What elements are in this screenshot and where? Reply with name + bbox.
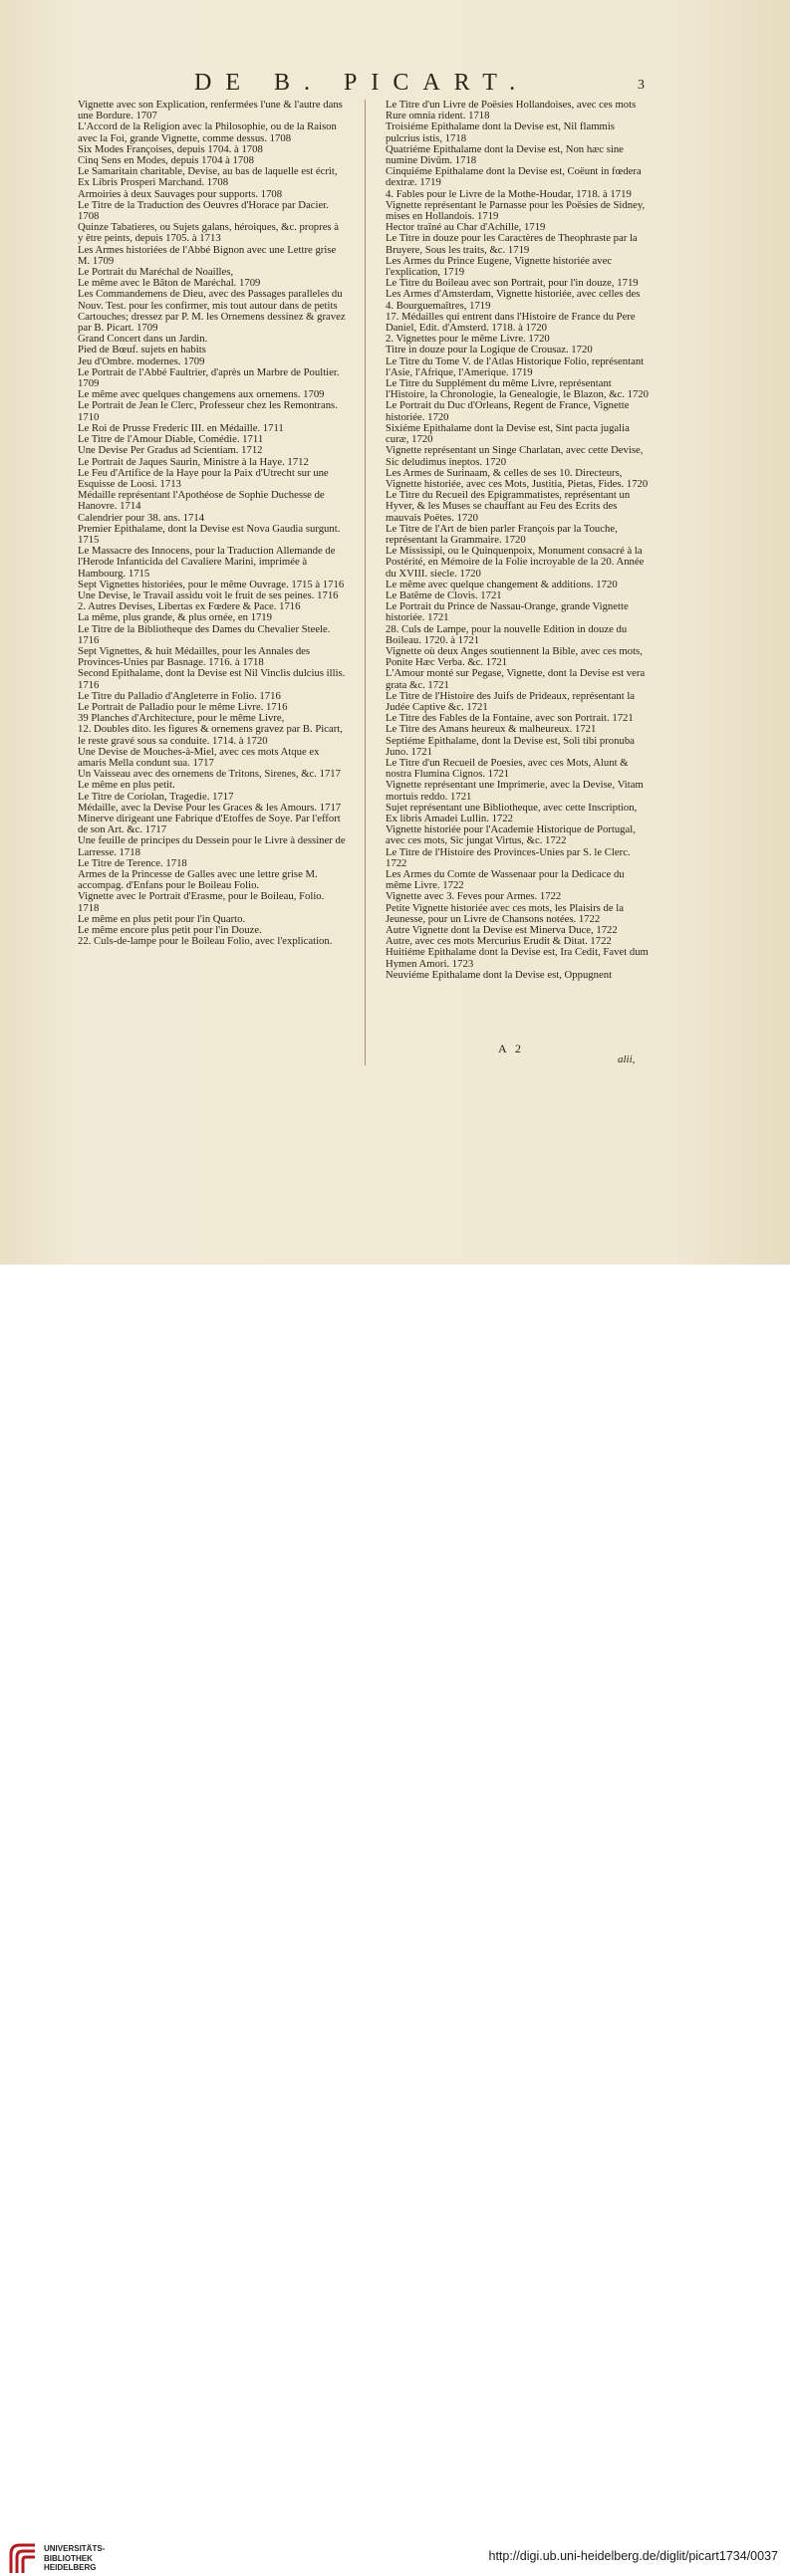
catalog-entry: Second Epithalame, dont la Devise est Nil Vinclis dulcius illis. 1716 — [78, 667, 346, 691]
catalog-entry: Huitiéme Epithalame dont la Devise est, Ira Cedit, Favet dum Hymen Amori. 1723 — [386, 946, 649, 970]
catalog-entry: Calendrier pour 38. ans. 1714 — [78, 511, 205, 524]
catalog-entry: Sept Vignettes, & huit Médailles, pour les Annales des Provinces-Unies par Basnage. 1716. à 1718 — [78, 644, 311, 669]
catalog-entry: Le Titre du Tome V. de l'Atlas Historique Folio, représentant l'Asie, l'Afrique, l'Amerique. 1719 — [386, 354, 645, 378]
catalog-entry: Le Mississipi, ou le Quinquenpoix, Monument consacré à la Postérité, en Mémoire de la Folie incroyable de la 20. Année du XVIII. siecle. 1720 — [386, 545, 645, 580]
catalog-entry: 2. Autres Devises, Libertas ex Fœdere & Pace. 1716 — [78, 600, 301, 613]
catalog-entry: Le Portrait du Maréchal de Noailles, — [78, 266, 234, 279]
catalog-entry: Les Armes du Comte de Wassenaar pour la Dedicace du même Livre. 1722 — [386, 868, 625, 892]
catalog-entry: Le Titre d'un Recueil de Poesies, avec ces Mots, Alunt & nostra Flumina Cignos. 1721 — [386, 756, 629, 781]
running-title: DE B. PICART. — [194, 70, 530, 96]
catalog-entry: Grand Concert dans un Jardin. — [78, 333, 208, 346]
catalog-entry: Troisiéme Epithalame dont la Devise est, Nil flammis pulcrius istis, 1718 — [386, 120, 615, 144]
catalog-entry: Titre in douze pour la Logique de Crousaz. 1720 — [386, 344, 593, 356]
library-name-line: UNIVERSITÄTS- — [44, 2544, 106, 2553]
catalog-entry: 28. Culs de Lampe, pour la nouvelle Edition in douze du Boileau. 1720. à 1721 — [386, 622, 628, 646]
catalog-entry: Quatriéme Epithalame dont la Devise est, Non hæc sine numine Divûm. 1718 — [386, 142, 624, 167]
catalog-entry: Les Armes du Prince Eugene, Vignette historiée avec l'explication, 1719 — [386, 254, 613, 279]
catalog-entry: Autre Vignette dont la Devise est Minerva Duce, 1722 — [386, 924, 618, 937]
catalog-entry: Hector traîné au Char d'Achille, 1719 — [386, 221, 546, 234]
catalog-entry: Le Titre du Supplément du même Livre, représentant l'Histoire, la Chronologie, la Genealogie, le Blazon, &c. 1720 — [386, 377, 649, 401]
catalog-entry: Pied de Bœuf. sujets en habits — [78, 344, 206, 356]
catalog-entry: Une feuille de principes du Dessein pour le Livre à dessiner de Larresse. 1718 — [78, 834, 346, 858]
catalog-entry: Les Armes de Surinaam, & celles de ses 10. Directeurs, Vignette historiée, avec ces Mots, Justitia, Pietas, Fides. 1720 — [386, 466, 649, 490]
catalog-entry: Vignette représentant le Parnasse pour les Poësies de Sidney, mises en Hollandois. 1719 — [386, 198, 646, 223]
catalog-entry: Le Portrait du Duc d'Orleans, Regent de France, Vignette historiée. 1720 — [386, 399, 630, 423]
catalog-entry: Le Roi de Prusse Frederic III. en Médaille. 1711 — [78, 421, 284, 434]
catalog-entry: Le Titre de Coriolan, Tragedie. 1717 — [78, 790, 234, 803]
catalog-entry: Un Vaisseau avec des ornemens de Tritons, Sirenes, &c. 1717 — [78, 768, 341, 781]
catalog-entry: Le Feu d'Artifice de la Haye pour la Paix d'Utrecht sur une Esquisse de Loosi. 1713 — [78, 466, 329, 490]
catalog-entry: Médaille représentant l'Apothéose de Sophie Duchesse de Hanovre. 1714 — [78, 489, 325, 513]
catalog-entry: Le Titre du Recueil des Epigrammatistes, représentant un Hyver, & les Muses se chauffant au Feu des Ecrits des mauvais Poëtes. 1720 — [386, 489, 631, 524]
catalog-entry: Les Commandemens de Dieu, avec des Passages paralleles du Nouv. Test. pour les confirmer, mis tout autour dans de petits Cartouches; dressez par P. M. les Ornemens dessinez & gravez par B. Picart. 1709 — [78, 288, 346, 335]
catchword: alii, — [618, 1054, 636, 1065]
library-name-line: BIBLIOTHEK — [44, 2553, 93, 2563]
catalog-entry: Le Batême de Clovis. 1721 — [386, 588, 502, 601]
left-column — [78, 100, 347, 947]
catalog-entry: Premier Epithalame, dont la Devise est Nova Gaudia surgunt. 1715 — [78, 522, 341, 546]
catalog-entry: Six Modes Françoises, depuis 1704. à 1708 — [78, 142, 263, 155]
catalog-entry: Vignette avec son Explication, renfermées l'une & l'autre dans une Bordure. 1707 — [78, 99, 343, 122]
catalog-entry: Le Samaritain charitable, Devise, au bas de laquelle est écrit, Ex Libris Prosperi Marchand. 1708 — [78, 165, 338, 189]
catalog-entry: Le Titre d'un Livre de Poësies Hollandoises, avec ces mots Rure omnia rident. 1718 — [386, 99, 637, 122]
viewer-footer-bar — [0, 1265, 790, 2572]
catalog-entry: Septiéme Epithalame, dont la Devise est, Soli tibi pronuba Juno. 1721 — [386, 734, 635, 758]
catalog-entry: Le Massacre des Innocens, pour la Traduction Allemande de l'Herode Infanticida del Cavaliere Marini, imprimée à Hambourg. 1715 — [78, 545, 336, 580]
right-column — [386, 100, 649, 981]
catalog-entry: L'Accord de la Religion avec la Philosophie, ou de la Raison avec la Foi, grande Vignette, comme dessus. 1708 — [78, 120, 337, 144]
catalog-entry: Le Titre in douze pour les Caractères de Theophraste par la Bruyere, Sous les traits, &c. 1719 — [386, 232, 638, 256]
catalog-entry: Le Portrait de Jaques Saurin, Ministre à la Haye. 1712 — [78, 455, 309, 468]
catalog-entry: Le Portrait de l'Abbé Faultrier, d'après un Marbre de Poultier. 1709 — [78, 365, 340, 390]
column-divider — [365, 100, 366, 1065]
catalog-entry: Le Titre de l'Histoire des Provinces-Unies par S. le Clerc. 1722 — [386, 845, 631, 869]
catalog-entry: Le même en plus petit. — [78, 779, 175, 792]
library-name — [44, 2544, 105, 2573]
catalog-entry: 12. Doubles dito. les figures & ornemens gravez par B. Picart, le reste gravé sous sa conduite. 1714. à 1720 — [78, 723, 343, 747]
scanned-page — [0, 0, 790, 1265]
catalog-entry: Le même avec quelques changemens aux ornemens. 1709 — [78, 388, 325, 401]
catalog-entry: Vignette où deux Anges soutiennent la Bible, avec ces mots, Ponite Hæc Verba. &c. 1721 — [386, 644, 643, 669]
catalog-entry: Le Titre des Fables de la Fontaine, avec son Portrait. 1721 — [386, 712, 634, 725]
catalog-entry: Le Portrait du Prince de Nassau-Orange, grande Vignette historiée. 1721 — [386, 600, 629, 624]
catalog-entry: 22. Culs-de-lampe pour le Boileau Folio, avec l'explication. — [78, 935, 333, 948]
catalog-entry: Le Portrait de Palladio pour le même Livre. 1716 — [78, 700, 288, 713]
catalog-entry: 4. Fables pour le Livre de la Mothe-Houdar, 1718. à 1719 — [386, 187, 632, 200]
catalog-entry: Armes de la Princesse de Galles avec une lettre grise M. accompag. d'Enfans pour le Boileau Folio. — [78, 868, 318, 892]
catalog-entry: Une Devise de Mouches-à-Miel, avec ces mots Atque ex amaris Mella condunt sua. 1717 — [78, 745, 320, 769]
signature-mark: A 2 — [498, 1042, 525, 1055]
library-name-line: HEIDELBERG — [44, 2563, 97, 2572]
catalog-entry: Neuviéme Epithalame dont la Devise est, Oppugnent — [386, 968, 613, 981]
page-number: 3 — [638, 78, 645, 93]
catalog-entry: Une Devise, le Travail assidu voit le fruit de ses peines. 1716 — [78, 588, 339, 601]
catalog-entry: Le Titre de l'Art de bien parler François par la Touche, représentant la Grammaire. 1720 — [386, 522, 618, 546]
catalog-entry: 2. Vignettes pour le même Livre. 1720 — [386, 333, 550, 346]
catalog-entry: Le Titre de la Bibliotheque des Dames du Chevalier Steele. 1716 — [78, 622, 331, 646]
catalog-entry: Quinze Tabatieres, ou Sujets galans, héroiques, &c. propres à y être peints, depuis 1705. à 1713 — [78, 221, 340, 245]
catalog-entry: Sixiéme Epithalame dont la Devise est, Sint pacta jugalia curæ, 1720 — [386, 421, 630, 446]
catalog-entry: Armoiries à deux Sauvages pour supports. 1708 — [78, 187, 283, 200]
catalog-entry: Vignette représentant une Imprimerie, avec la Devise, Vitam mortuis reddo. 1721 — [386, 779, 644, 803]
catalog-entry: Vignette historiée pour l'Academie Historique de Portugal, avec ces mots, Sic jungat Virtus, &c. 1722 — [386, 823, 636, 847]
catalog-entry: Le Titre du Palladio d'Angleterre in Folio. 1716 — [78, 689, 281, 702]
catalog-entry: Vignette avec le Portrait d'Erasme, pour le Boileau, Folio. 1718 — [78, 890, 325, 914]
catalog-entry: Le même en plus petit pour l'in Quarto. — [78, 912, 246, 925]
catalog-entry: Le même avec quelque changement & additions. 1720 — [386, 578, 618, 590]
catalog-entry: Les Armes d'Amsterdam, Vignette historiée, avec celles des 4. Bourguemaîtres, 1719 — [386, 288, 641, 312]
catalog-entry: Le Portrait de Jean le Clerc, Professeur chez les Remontrans. 1710 — [78, 399, 338, 423]
catalog-entry: Médaille, avec la Devise Pour les Graces & les Amours. 1717 — [78, 801, 342, 814]
catalog-entry: Autre, avec ces mots Mercurius Erudit & Ditat. 1722 — [386, 935, 612, 948]
catalog-entry: Sept Vignettes historiées, pour le même Ouvrage. 1715 à 1716 — [78, 578, 345, 590]
catalog-entry: Le Titre du Boileau avec son Portrait, pour l'in douze, 1719 — [386, 277, 639, 290]
catalog-entry: Les Armes historiées de l'Abbé Bignon avec une Lettre grise M. 1709 — [78, 243, 337, 267]
catalog-entry: Vignette avec 3. Feves pour Armes. 1722 — [386, 890, 562, 903]
catalog-entry: Sujet représentant une Bibliotheque, avec cette Inscription, Ex libris Amadei Lullin. 1722 — [386, 801, 638, 824]
catalog-entry: Le Titre de l'Amour Diable, Comédie. 1711 — [78, 433, 264, 446]
catalog-entry: Le Titre de l'Histoire des Juifs de Prideaux, représentant la Judée Captive &c. 1721 — [386, 689, 636, 713]
catalog-entry: Vignette représentant un Singe Charlatan, avec cette Devise, Sic deludimus ineptos. 1720 — [386, 444, 644, 468]
catalog-entry: Petite Vignette historiée avec ces mots, les Plaisirs de la Jeunesse, pour un Livre de Chansons notées. 1722 — [386, 901, 624, 925]
catalog-entry: La même, plus grande, & plus ornée, en 1719 — [78, 611, 272, 624]
catalog-entry: 17. Médailles qui entrent dans l'Histoire de France du Pere Daniel, Edit. d'Amsterd. 1718. à 1720 — [386, 310, 636, 335]
catalog-entry: 39 Planches d'Architecture, pour le même Livre, — [78, 712, 285, 725]
catalog-entry: L'Amour monté sur Pegase, Vignette, dont la Devise est vera grata &c. 1721 — [386, 667, 646, 691]
catalog-entry: Le même avec le Bâton de Maréchal. 1709 — [78, 277, 261, 290]
catalog-entry: Une Devise Per Gradus ad Scientiam. 1712 — [78, 444, 263, 457]
catalog-entry: Le Titre de la Traduction des Oeuvres d'Horace par Dacier. 1708 — [78, 198, 329, 223]
catalog-entry: Le Titre des Amans heureux & malheureux. 1721 — [386, 723, 597, 736]
university-library-logo-icon[interactable] — [8, 2542, 38, 2576]
catalog-entry: Cinq Sens en Modes, depuis 1704 à 1708 — [78, 154, 254, 167]
catalog-entry: Minerve dirigeant une Fabrique d'Etoffes de Soye. Par l'effort de son Art. &c. 1717 — [78, 813, 341, 836]
permalink-url[interactable]: http://digi.ub.uni-heidelberg.de/diglit/picart1734/0037 — [488, 2549, 778, 2563]
catalog-entry: Le Titre de Terence. 1718 — [78, 856, 187, 869]
catalog-entry: Jeu d'Ombre. modernes. 1709 — [78, 354, 205, 367]
catalog-entry: Le même encore plus petit pour l'in Douze. — [78, 924, 262, 937]
catalog-entry: Cinquiéme Epithalame dont la Devise est, Coëunt in fœdera dextræ. 1719 — [386, 165, 642, 189]
